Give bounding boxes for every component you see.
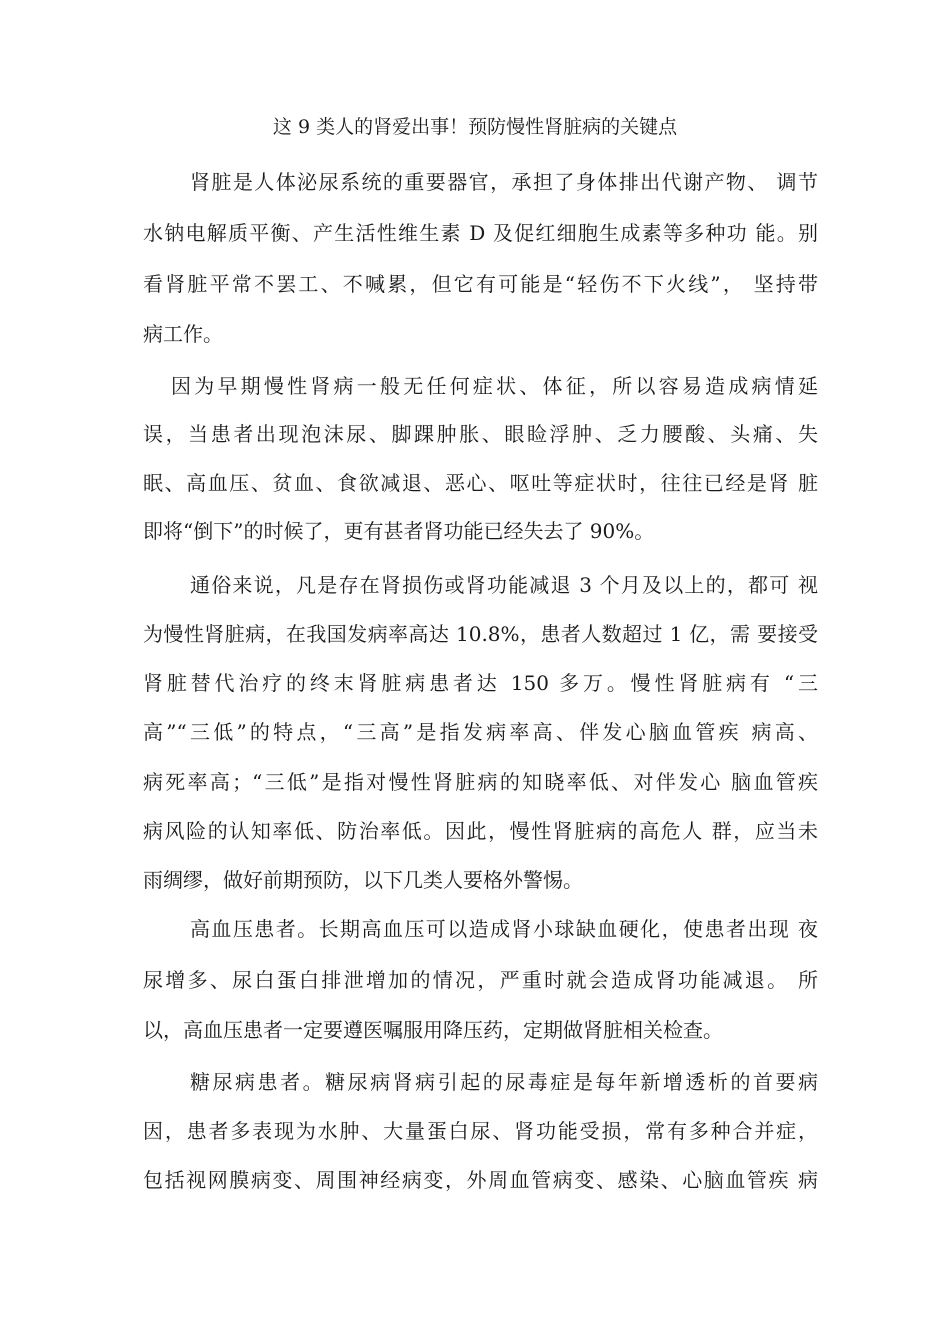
paragraph-line: 误，当患者出现泡沫尿、脚踝肿胀、眼睑浮肿、乏力腰酸、头痛、失 (143, 422, 818, 446)
paragraph-line: 眠、高血压、贫血、食欲减退、恶心、呕吐等症状时，往往已经是肾 脏 (143, 471, 818, 495)
paragraph-line: 包括视网膜病变、周围神经病变，外周血管病变、感染、心脑血管疾 病 (143, 1168, 818, 1192)
paragraph-line: 病风险的认知率低、防治率低。因此，慢性肾脏病的高危人 群，应当未 (143, 819, 818, 843)
paragraph-line: 即将“倒下”的时候了，更有甚者肾功能已经失去了 90%。 (143, 519, 655, 543)
paragraph-line: 肾脏是人体泌尿系统的重要器官，承担了身体排出代谢产物、 调节 (190, 170, 818, 194)
paragraph-line: 高血压患者。长期高血压可以造成肾小球缺血硬化，使患者出现 夜 (190, 917, 818, 941)
paragraph-line: 糖尿病患者。糖尿病肾病引起的尿毒症是每年新增透析的首要病 (190, 1070, 818, 1094)
paragraph-line: 以，高血压患者一定要遵医嘱服用降压药，定期做肾脏相关检查。 (143, 1018, 723, 1042)
paragraph-line: 为慢性肾脏病，在我国发病率高达 10.8%，患者人数超过 1 亿，需 要接受 (143, 622, 818, 646)
paragraph-line: 水钠电解质平衡、产生活性维生素 D 及促红细胞生成素等多种功 能。别 (143, 221, 818, 245)
paragraph-line: 病工作。 (143, 322, 223, 346)
paragraph-line: 因，患者多表现为水肿、大量蛋白尿、肾功能受损，常有多种合并症， (143, 1119, 818, 1143)
paragraph-line: 病死率高；“三低”是指对慢性肾脏病的知晓率低、对伴发心 脑血管疾 (143, 770, 818, 794)
paragraph-line: 尿增多、尿白蛋白排泄增加的情况，严重时就会造成肾功能减退。 所 (143, 968, 818, 992)
paragraph-line: 肾脏替代治疗的终末肾脏病患者达 150 多万。慢性肾脏病有 “三 (143, 671, 818, 695)
document-title: 这 9 类人的肾爱出事！预防慢性肾脏病的关键点 (272, 116, 678, 138)
paragraph-line: 高”“三低”的特点，“三高”是指发病率高、伴发心脑血管疾 病高、 (143, 720, 818, 744)
paragraph-line: 通俗来说，凡是存在肾损伤或肾功能减退 3 个月及以上的，都可 视 (190, 573, 818, 597)
paragraph-line: 雨绸缪，做好前期预防，以下几类人要格外警惕。 (143, 868, 583, 892)
paragraph-line: 因为早期慢性肾病一般无任何症状、体征，所以容易造成病情延 (171, 374, 818, 398)
paragraph-line: 看肾脏平常不罢工、不喊累，但它有可能是“轻伤不下火线”， 坚持带 (143, 272, 818, 296)
